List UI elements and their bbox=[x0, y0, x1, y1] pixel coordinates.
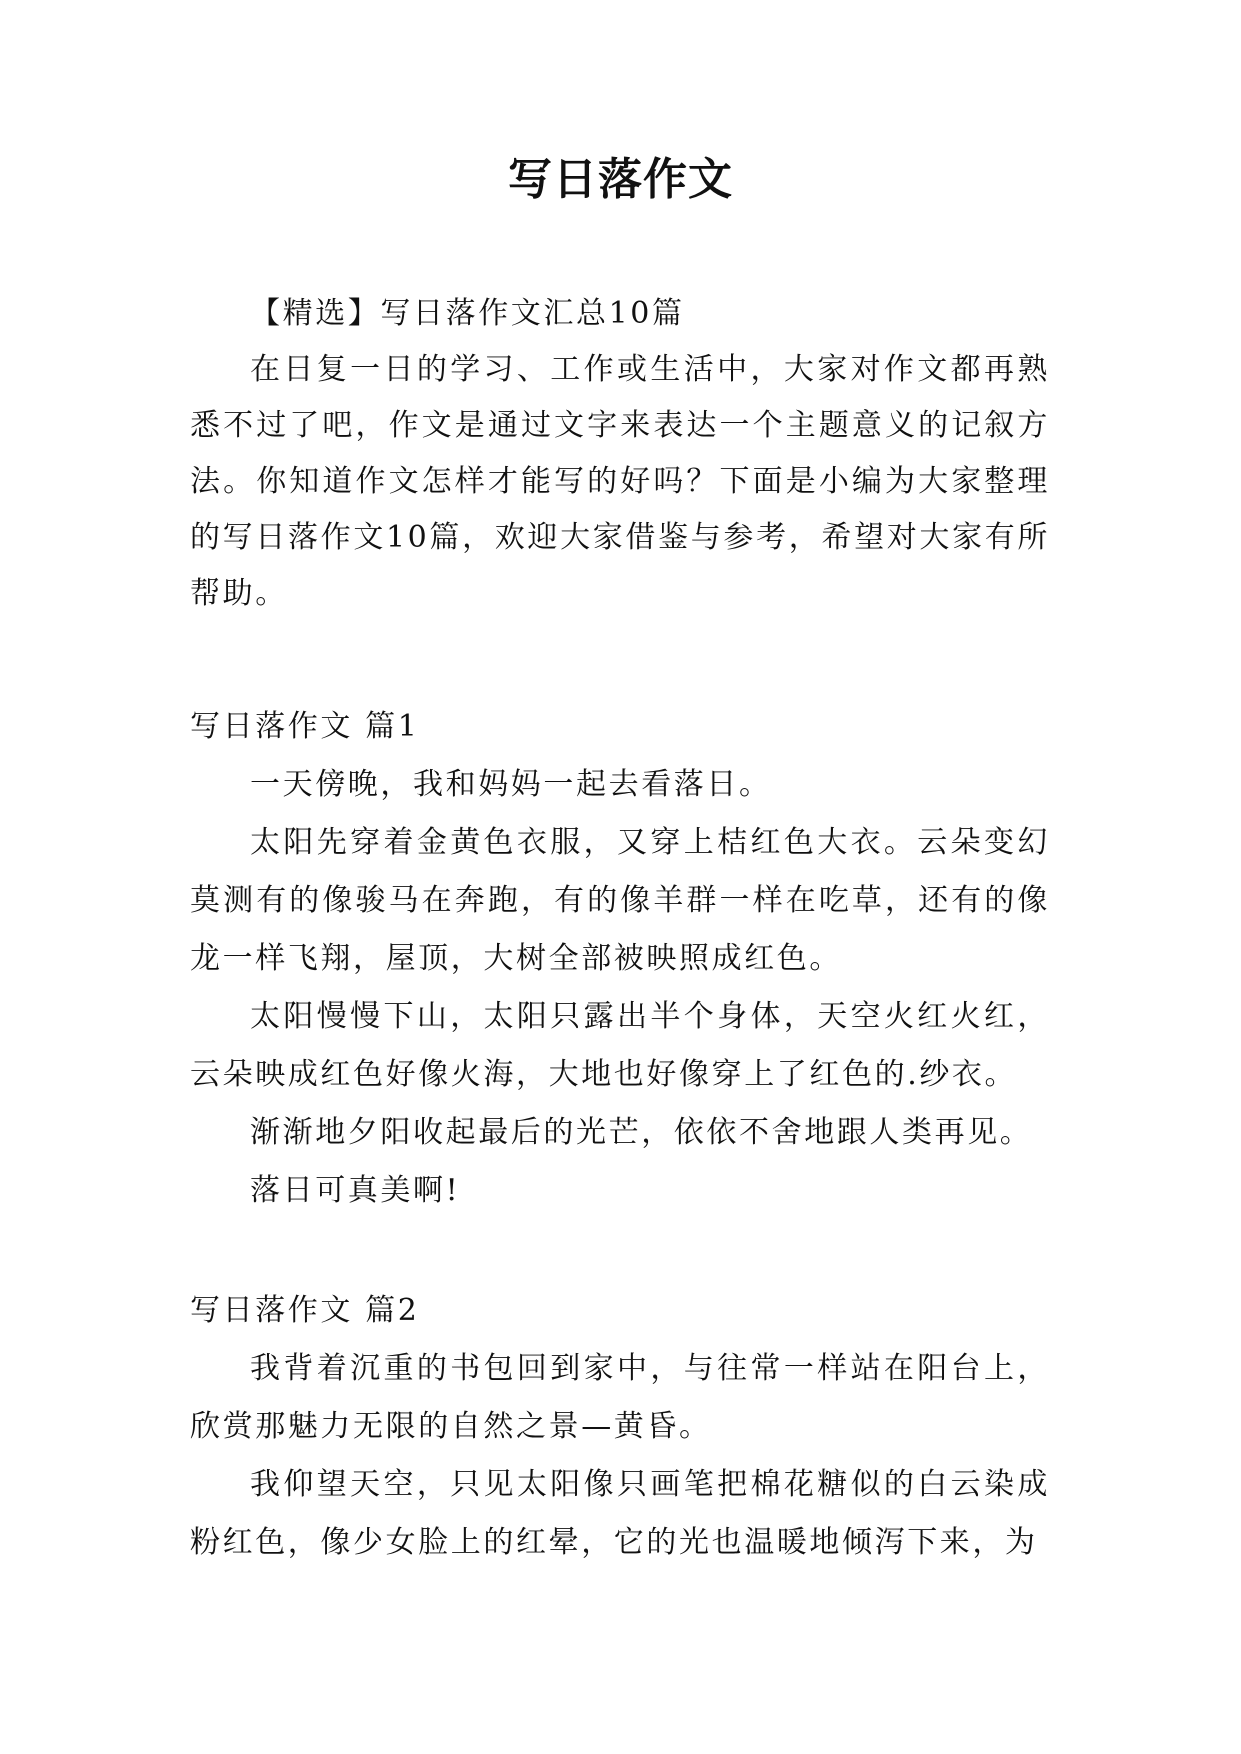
section-paragraph: 我背着沉重的书包回到家中，与往常一样站在阳台上，欣赏那魅力无限的自然之景—黄昏。 bbox=[190, 1351, 1050, 1444]
section-paragraph: 太阳先穿着金黄色衣服，又穿上桔红色大衣。云朵变幻莫测有的像骏马在奔跑，有的像羊群一样在吃草，还有的像龙一样飞翔，屋顶，大树全部被映照成红色。 bbox=[190, 825, 1050, 976]
section-heading: 写日落作文 篇2 bbox=[190, 1293, 420, 1328]
intro-paragraph: 在日复一日的学习、工作或生活中，大家对作文都再熟悉不过了吧，作文是通过文字来表达一个主题意义的记叙方法。你知道作文怎样才能写的好吗？下面是小编为大家整理的写日落作文10篇，欢迎大家借鉴与参考，希望对大家有所帮助。 bbox=[190, 352, 1050, 611]
section-paragraph: 渐渐地夕阳收起最后的光芒，依依不舍地跟人类再见。 bbox=[250, 1115, 1033, 1150]
section-heading: 写日落作文 篇1 bbox=[190, 709, 420, 744]
section-1 bbox=[190, 698, 1050, 1220]
section-paragraph: 太阳慢慢下山，太阳只露出半个身体，天空火红火红，云朵映成红色好像火海，大地也好像穿上了红色的.纱衣。 bbox=[190, 999, 1050, 1092]
section-paragraph: 一天傍晚，我和妈妈一起去看落日。 bbox=[250, 767, 772, 802]
section-2 bbox=[190, 1282, 1050, 1572]
intro-block bbox=[190, 286, 1050, 622]
section-paragraph: 我仰望天空，只见太阳像只画笔把棉花糖似的白云染成粉红色，像少女脸上的红晕，它的光也温暖地倾泻下来，为 bbox=[190, 1467, 1050, 1560]
document-title: 写日落作文 bbox=[508, 154, 733, 205]
intro-subtitle: 【精选】写日落作文汇总10篇 bbox=[250, 296, 685, 331]
section-paragraph: 落日可真美啊! bbox=[250, 1173, 461, 1208]
